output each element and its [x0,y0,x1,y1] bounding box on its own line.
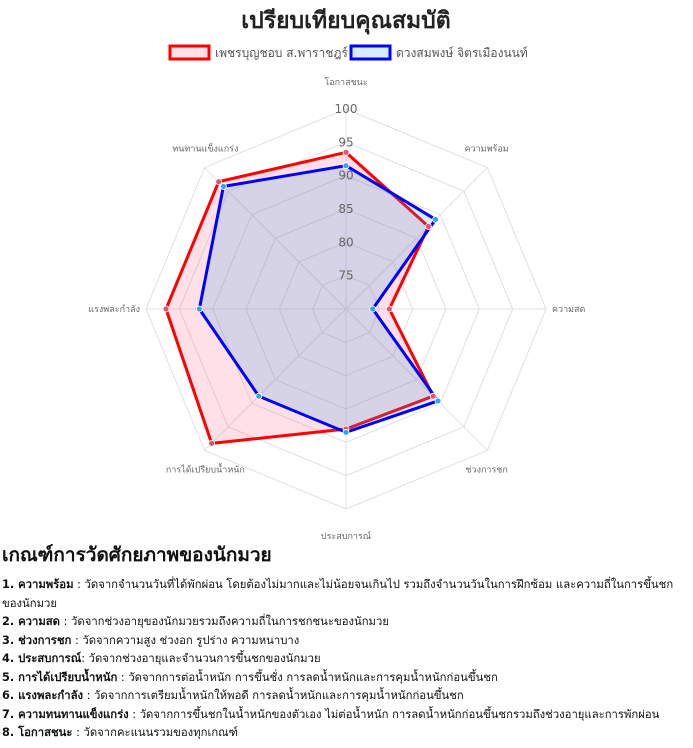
series-2-point[interactable] [343,429,349,435]
legend-item-1[interactable] [170,46,348,61]
series-2-point[interactable] [370,306,376,312]
chart-legend [170,46,528,61]
criteria-label: 5. การได้เปรียบน้ำหนัก [2,670,118,684]
criteria-label: 7. ความทนทานแข็งแกร่ง [2,707,129,721]
tick-label: 80 [338,235,354,250]
criteria-text: วัดจากช่วงอายุและจำนวนการขึ้นชกของนักมวย [88,652,321,665]
chart-title: เปรียบเทียบคุณสมบัติ [241,8,451,34]
tick-label: 95 [338,135,354,150]
criteria-label: 2. ความสด [2,615,61,628]
criteria-section [2,540,688,743]
criteria-item [2,724,688,743]
criteria-item [2,613,688,632]
criteria-text: วัดจากความสูง ช่วงอก รูปร่าง ความหนาบาง [82,633,300,647]
criteria-item [2,669,688,688]
series-2-point[interactable] [196,306,202,312]
criteria-label: 3. ช่วงการชก [2,633,72,647]
criteria-list [2,576,688,743]
tick-label: 85 [338,202,354,216]
criteria-text: วัดจากช่วงอายุของนักมวยรวมถึงความถี่ในการชกชนะของนักมวย [71,615,389,628]
criteria-item [2,706,688,725]
criteria-heading: เกณฑ์การวัดศักยภาพของนักมวย [2,544,272,566]
criteria-text: วัดจากการขึ้นชกในน้ำหนักของตัวเอง ไม่ต่อน้ำหนัก การลดน้ำหนักก่อนขึ้นชกรวมถึงช่วงอายุและการพักผ่อน [139,707,660,721]
criteria-label: 8. โอกาสชนะ [2,726,73,739]
tick-label: 100 [334,102,358,116]
series-1-point[interactable] [386,306,392,312]
series-2-point[interactable] [256,393,262,399]
criteria-separator: : [128,707,140,721]
series-2-point[interactable] [435,398,441,404]
series-1-point[interactable] [343,149,349,155]
legend-swatch [170,46,209,59]
criteria-separator: : [60,615,72,628]
criteria-text: วัดจากจำนวนวันที่ได้พักผ่อน โดยต้องไม่มากและไม่น้อยจนเกินไป รวมถึงจำนวนวันในการฝึกซ้อม และความถี่ในการขึ้นชกของนักมวย [2,578,674,610]
axis-label: โอกาสชนะ [324,78,368,88]
axis-label: การได้เปรียบน้ำหนัก [165,465,245,476]
legend-item-2[interactable] [351,46,528,60]
legend-label: ดวงสมพงษ์ จิตรเมืองนนท์ [396,46,528,60]
series-1-point[interactable] [425,224,431,230]
criteria-text: วัดจากการเตรียมน้ำหนักให้พอดี การลดน้ำหนักและการคุมน้ำหนักก่อนขึ้นชก [94,689,464,702]
axis-label: แรงพละกำลัง [88,305,140,315]
axis-label: ทนทานแข็งแกร่ง [172,144,239,155]
criteria-label: 1. ความพร้อม [2,578,74,591]
criteria-separator: : [71,633,83,647]
criteria-separator: : [72,726,84,739]
criteria-item [2,576,688,613]
series-1-point[interactable] [430,393,436,399]
series-1-point[interactable] [216,179,222,185]
series-1-point[interactable] [163,306,169,312]
criteria-label: 6. แรงพละกำลัง [2,689,84,702]
legend-swatch [351,46,390,59]
axis-label: ความพร้อม [464,144,509,155]
radar-series [163,149,441,446]
axis-label: ช่วงการชก [465,465,508,476]
criteria-separator: : [81,652,89,665]
criteria-text: วัดจากการต่อน้ำหนัก การขึ้นชั่ง การลดน้ำหนักและการคุมน้ำหนักก่อนขึ้นชก [128,670,498,684]
series-2-point[interactable] [433,216,439,222]
tick-label: 75 [338,268,354,283]
criteria-separator: : [117,670,129,684]
criteria-label: 4. ประสบการณ์ [2,652,82,665]
criteria-text: วัดจากคะแนนรวมของทุกเกณฑ์ [83,726,239,739]
criteria-item [2,687,688,706]
tick-label: 90 [338,168,354,183]
criteria-item [2,650,688,669]
axis-label: ความสด [552,305,586,315]
legend-label: เพชรบุญชอบ ส.พาราชฎร์ [215,46,348,60]
criteria-separator: : [83,689,95,702]
series-1-point[interactable] [209,440,215,446]
axis-label: ประสบการณ์ [320,532,372,540]
series-2-point[interactable] [220,183,226,189]
criteria-item [2,632,688,651]
criteria-separator: : [73,578,85,591]
